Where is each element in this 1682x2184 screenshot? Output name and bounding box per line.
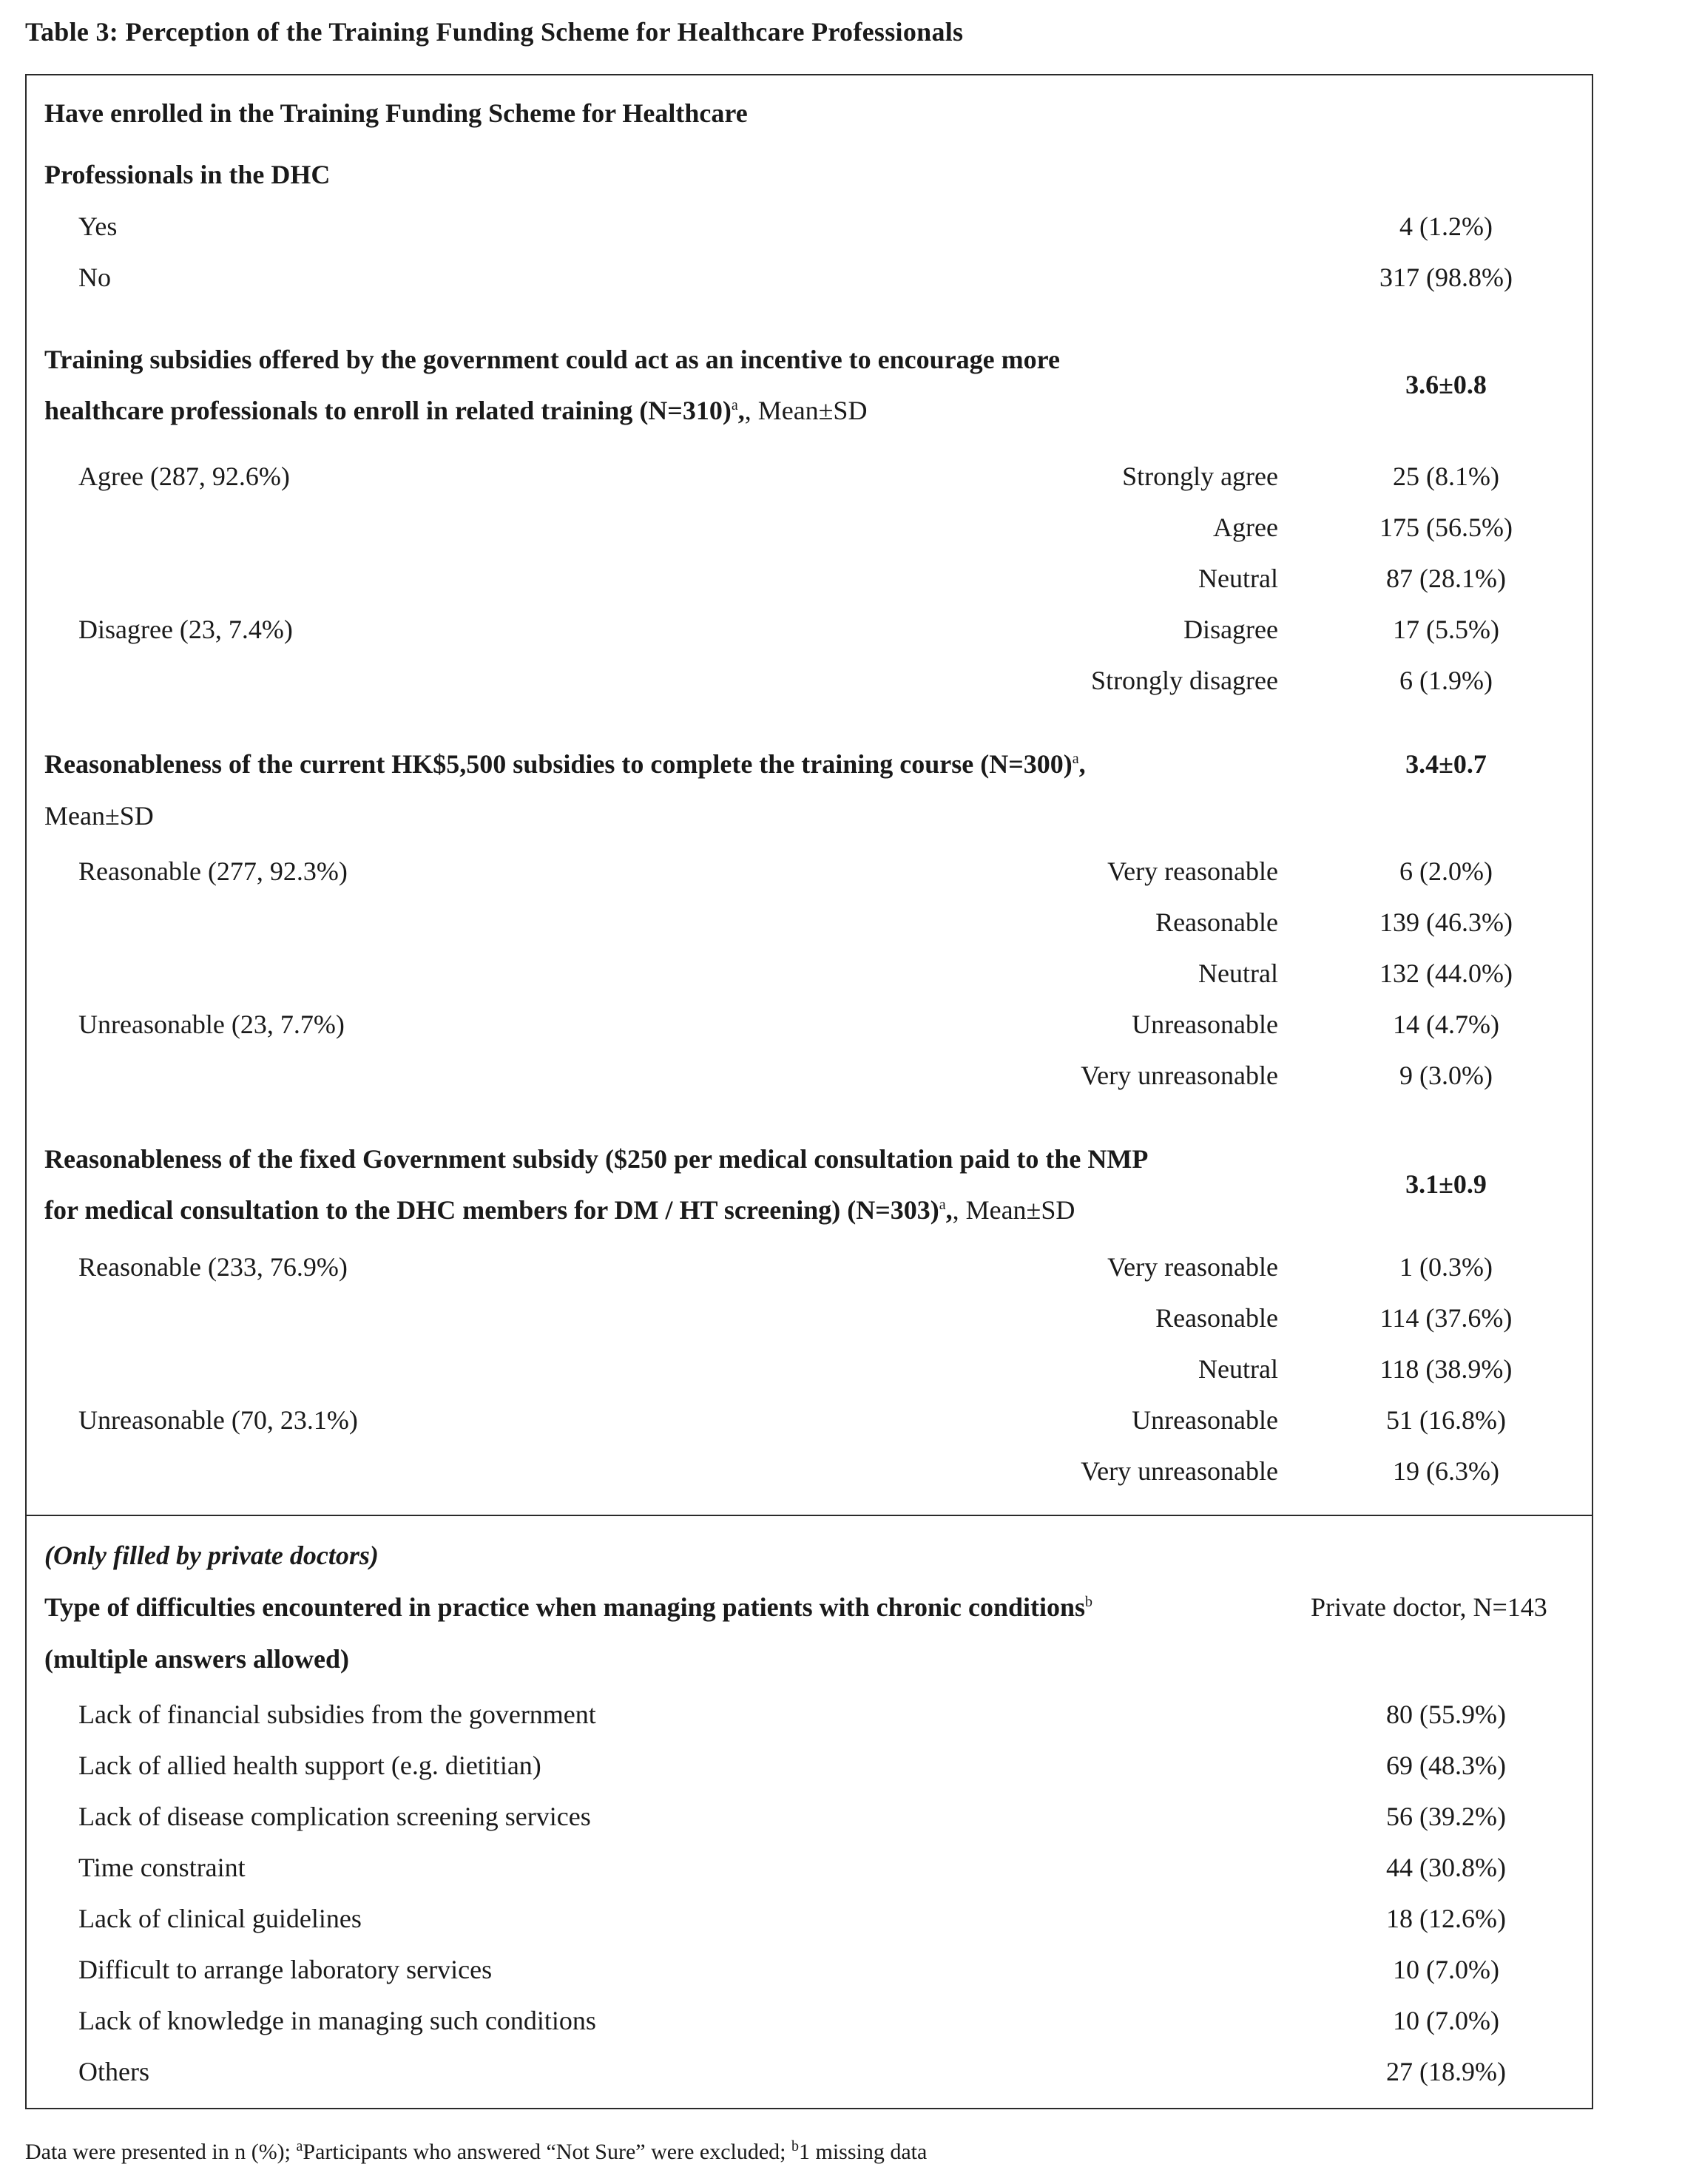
difficulty-row-label: Difficult to arrange laboratory services [78, 1955, 493, 1984]
fixed-subsidy-group-reasonable: Reasonable (233, 76.9%) [78, 1252, 348, 1282]
fixed-subsidy-row-label: Unreasonable [1132, 1405, 1278, 1435]
difficulty-row-label: Others [78, 2057, 149, 2086]
reasonable5500-row-label: Reasonable [1155, 907, 1278, 937]
incentive-row-value: 25 (8.1%) [1393, 462, 1499, 491]
enroll-title-line2: Professionals in the DHC [44, 160, 331, 189]
footnote-sup-a: a [296, 2138, 303, 2154]
difficulty-row-label: Lack of disease complication screening services [78, 1802, 591, 1831]
difficulty-row-value: 27 (18.9%) [1386, 2057, 1506, 2086]
incentive-footnote-marker: a [731, 397, 738, 413]
reasonable5500-row-label: Very unreasonable [1081, 1061, 1278, 1090]
incentive-row-label: Neutral [1198, 564, 1278, 593]
footnote-sup-b: b [791, 2138, 800, 2154]
difficulty-row-label: Time constraint [78, 1853, 246, 1882]
fixed-subsidy-row-label: Very unreasonable [1081, 1456, 1278, 1486]
enroll-title-line1: Have enrolled in the Training Funding Scheme for Healthcare [44, 98, 748, 128]
incentive-row-label: Strongly disagree [1091, 666, 1278, 695]
incentive-row-value: 6 (1.9%) [1399, 666, 1493, 695]
reasonable5500-comma: , [1078, 749, 1086, 779]
reasonable5500-group-reasonable: Reasonable (277, 92.3%) [78, 856, 348, 886]
fixed-subsidy-title-line1: Reasonableness of the fixed Government subsidy ($250 per medical consultation paid to the NMP [44, 1144, 1149, 1174]
enroll-no-value: 317 (98.8%) [1379, 263, 1513, 292]
difficulties-title-line1 [44, 1594, 1092, 1620]
difficulties-footnote-marker: b [1085, 1594, 1093, 1610]
reasonable5500-title-line2: Mean±SD [44, 801, 154, 831]
fixed-subsidy-title-line2-bold: for medical consultation to the DHC members for DM / HT screening) (N=303) [44, 1195, 939, 1225]
difficulty-row-value: 18 (12.6%) [1386, 1904, 1506, 1933]
difficulty-row-value: 69 (48.3%) [1386, 1751, 1506, 1780]
reasonable5500-row-label: Unreasonable [1132, 1010, 1278, 1039]
difficulty-row-value: 44 (30.8%) [1386, 1853, 1506, 1882]
incentive-row-value: 17 (5.5%) [1393, 615, 1499, 644]
enroll-yes-value: 4 (1.2%) [1399, 212, 1493, 241]
incentive-row-label: Disagree [1183, 615, 1278, 644]
footnote-part3: 1 missing data [799, 2140, 928, 2164]
fixed-subsidy-mean-sd: 3.1±0.9 [1405, 1169, 1487, 1199]
difficulties-title-bold: Type of difficulties encountered in practice when managing patients with chronic conditions [44, 1592, 1086, 1622]
fixed-subsidy-row-label: Reasonable [1155, 1303, 1278, 1333]
reasonable5500-group-unreasonable: Unreasonable (23, 7.7%) [78, 1010, 345, 1039]
incentive-mean-sd: 3.6±0.8 [1405, 370, 1487, 399]
difficulties-note: (Only filled by private doctors) [44, 1541, 379, 1570]
reasonable5500-row-label: Neutral [1198, 959, 1278, 988]
incentive-group-agree: Agree (287, 92.6%) [78, 462, 290, 491]
difficulty-row-label: Lack of knowledge in managing such conditions [78, 2006, 596, 2035]
fixed-subsidy-title-line2 [44, 1197, 1075, 1223]
reasonable5500-row-value: 9 (3.0%) [1399, 1061, 1493, 1090]
difficulties-column-header: Private doctor, N=143 [1311, 1592, 1547, 1622]
fixed-subsidy-row-value: 114 (37.6%) [1379, 1303, 1513, 1333]
table-caption: Table 3: Perception of the Training Funding Scheme for Healthcare Professionals [25, 17, 964, 47]
enroll-yes-label: Yes [78, 212, 118, 241]
reasonable5500-title-bold: Reasonableness of the current HK$5,500 subsidies to complete the training course (N=300) [44, 749, 1073, 779]
incentive-comma: , [737, 396, 745, 425]
reasonable5500-row-value: 139 (46.3%) [1379, 907, 1513, 937]
reasonable5500-row-value: 132 (44.0%) [1379, 959, 1513, 988]
reasonable5500-mean-sd: 3.4±0.7 [1405, 749, 1487, 779]
incentive-row-label: Agree [1213, 513, 1278, 542]
reasonable5500-title-line1 [44, 751, 1086, 777]
fixed-subsidy-row-value: 118 (38.9%) [1379, 1354, 1513, 1384]
incentive-title-line1: Training subsidies offered by the government could act as an incentive to encourage more [44, 345, 1060, 374]
difficulty-row-value: 56 (39.2%) [1386, 1802, 1506, 1831]
difficulty-row-value: 10 (7.0%) [1393, 2006, 1499, 2035]
difficulties-title-line2: (multiple answers allowed) [44, 1644, 349, 1674]
difficulty-row-label: Lack of financial subsidies from the government [78, 1700, 596, 1729]
difficulty-row-label: Lack of clinical guidelines [78, 1904, 362, 1933]
fixed-subsidy-title-tail: , Mean±SD [952, 1195, 1075, 1225]
reasonable5500-row-label: Very reasonable [1107, 856, 1278, 886]
reasonable5500-row-value: 6 (2.0%) [1399, 856, 1493, 886]
fixed-subsidy-row-value: 1 (0.3%) [1399, 1252, 1493, 1282]
table-footnote [25, 2140, 927, 2165]
incentive-row-label: Strongly agree [1122, 462, 1278, 491]
fixed-subsidy-comma: , [945, 1195, 953, 1225]
incentive-title-line2-bold: healthcare professionals to enroll in related training (N=310) [44, 396, 732, 425]
fixed-subsidy-row-label: Very reasonable [1107, 1252, 1278, 1282]
incentive-title-tail: , Mean±SD [744, 396, 868, 425]
enroll-no-label: No [78, 263, 111, 292]
footnote-part1: Data were presented in n (%); [25, 2140, 297, 2164]
fixed-subsidy-footnote-marker: a [939, 1197, 946, 1213]
incentive-row-value: 175 (56.5%) [1379, 513, 1513, 542]
difficulty-row-value: 10 (7.0%) [1393, 1955, 1499, 1984]
difficulty-row-label: Lack of allied health support (e.g. dietitian) [78, 1751, 541, 1780]
fixed-subsidy-group-unreasonable: Unreasonable (70, 23.1%) [78, 1405, 358, 1435]
fixed-subsidy-row-label: Neutral [1198, 1354, 1278, 1384]
fixed-subsidy-row-value: 51 (16.8%) [1386, 1405, 1506, 1435]
reasonable5500-row-value: 14 (4.7%) [1393, 1010, 1499, 1039]
reasonable5500-footnote-marker: a [1072, 751, 1079, 767]
incentive-title-line2 [44, 397, 867, 424]
incentive-group-disagree: Disagree (23, 7.4%) [78, 615, 293, 644]
difficulty-row-value: 80 (55.9%) [1386, 1700, 1506, 1729]
incentive-row-value: 87 (28.1%) [1386, 564, 1506, 593]
footnote-part2: Participants who answered “Not Sure” were excluded; [303, 2140, 792, 2164]
fixed-subsidy-row-value: 19 (6.3%) [1393, 1456, 1499, 1486]
